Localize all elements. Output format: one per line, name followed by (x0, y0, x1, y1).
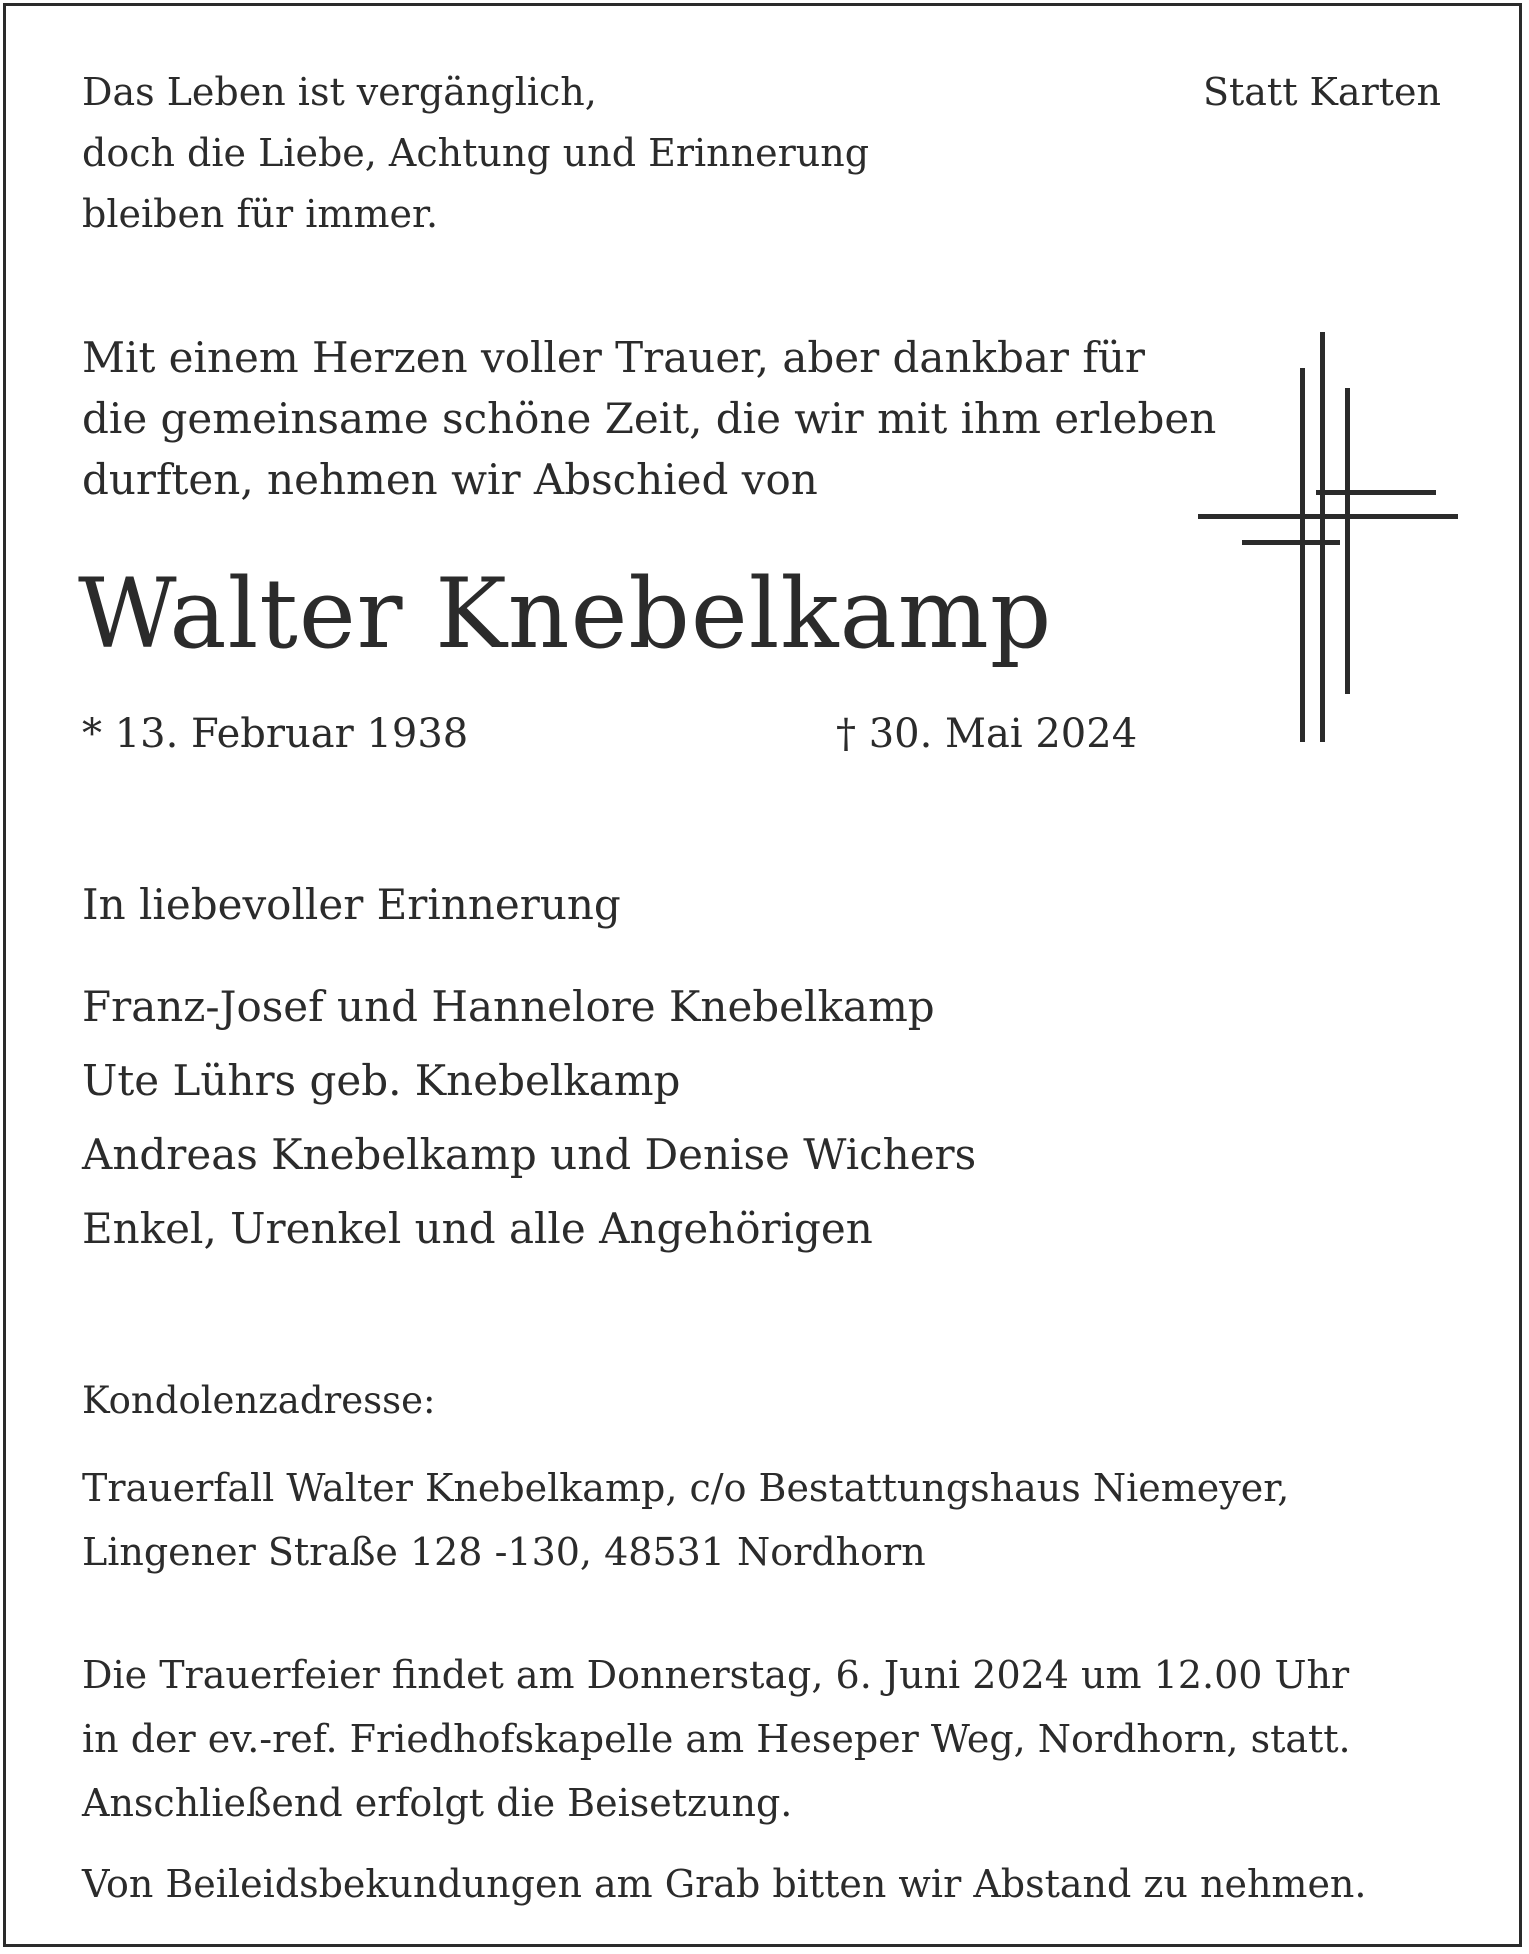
birth-date: * 13. Februar 1938 (82, 711, 469, 757)
motto-line-2: doch die Liebe, Achtung und Erinnerung (82, 131, 870, 175)
motto-line-1: Das Leben ist vergänglich, (82, 70, 597, 114)
deceased-name: Walter Knebelkamp (78, 558, 1053, 670)
statt-karten-label: Statt Karten (1202, 70, 1441, 114)
death-date: † 30. Mai 2024 (836, 711, 1138, 757)
service-info (82, 1643, 1351, 1835)
obituary-frame (3, 3, 1522, 1947)
address-line-1: Trauerfall Walter Knebelkamp, c/o Bestattungshaus Niemeyer, (82, 1466, 1290, 1510)
intro-line-1: Mit einem Herzen voller Trauer, aber dankbar für (82, 333, 1146, 382)
mourner-item: Ute Lührs geb. Knebelkamp (82, 1056, 681, 1105)
intro-line-3: durften, nehmen wir Abschied von (82, 455, 818, 504)
mourners-list (82, 970, 976, 1266)
service-line-2: in der ev.-ref. Friedhofskapelle am Heseper Weg, Nordhorn, statt. (82, 1717, 1351, 1761)
motto-line-3: bleiben für immer. (82, 192, 439, 236)
condolence-address (82, 1456, 1289, 1584)
motto-text (82, 62, 869, 245)
condolence-label: Kondolenzadresse: (82, 1379, 436, 1422)
mourner-item: Andreas Knebelkamp und Denise Wichers (82, 1130, 977, 1179)
address-line-2: Lingener Straße 128 -130, 48531 Nordhorn (82, 1530, 926, 1574)
closing-note: Von Beileidsbekundungen am Grab bitten wir Abstand zu nehmen. (82, 1862, 1367, 1906)
mourner-item: Franz-Josef und Hannelore Knebelkamp (82, 982, 935, 1031)
memory-heading: In liebevoller Erinnerung (82, 880, 621, 929)
service-line-1: Die Trauerfeier findet am Donnerstag, 6. Juni 2024 um 12.00 Uhr (82, 1653, 1350, 1697)
intro-line-2: die gemeinsame schöne Zeit, die wir mit ihm erleben (82, 394, 1217, 443)
mourner-item: Enkel, Urenkel und alle Angehörigen (82, 1204, 873, 1253)
intro-text (82, 327, 1216, 510)
service-line-3: Anschließend erfolgt die Beisetzung. (82, 1781, 793, 1825)
